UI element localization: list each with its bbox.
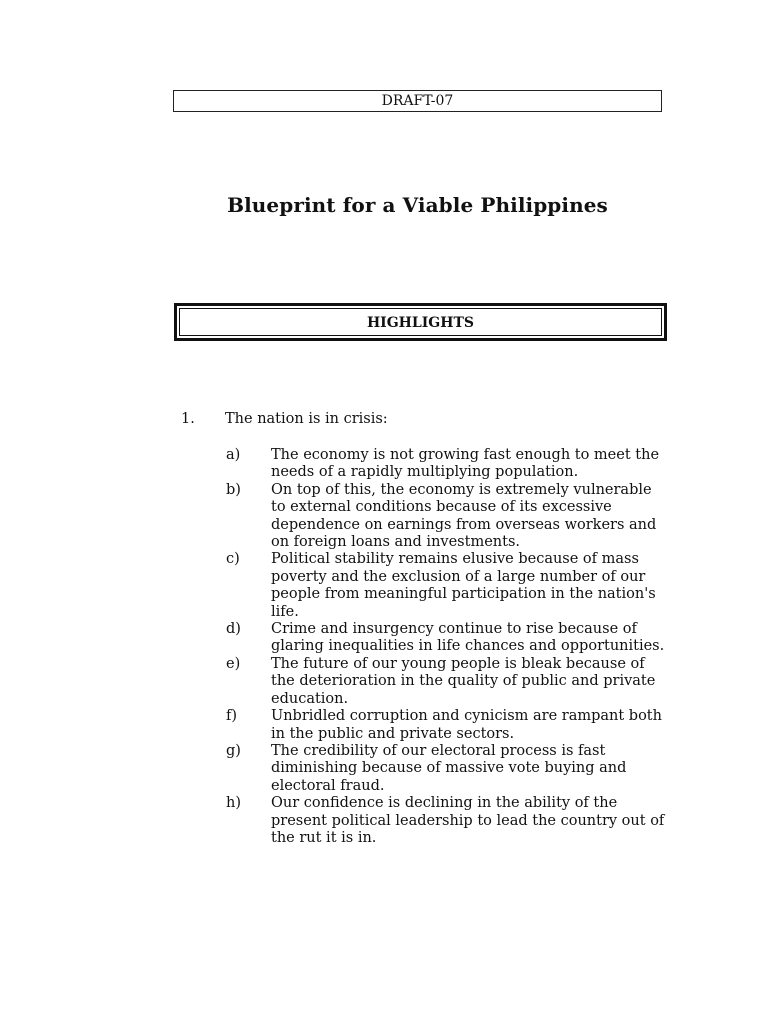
- item-text: Our confidence is declining in the ability of the present political leadership to lead the country out of the rut it is in.: [271, 795, 665, 846]
- crisis-item-list: [226, 447, 666, 847]
- item-letter: c): [226, 551, 240, 568]
- item-text: Crime and insurgency continue to rise because of glaring inequalities in life chances and opportunities.: [271, 621, 665, 655]
- draft-label-box: [173, 90, 662, 112]
- point-number: 1.: [181, 411, 195, 427]
- item-letter: e): [226, 655, 241, 672]
- list-item: [226, 621, 666, 656]
- list-item: [226, 482, 666, 552]
- list-item: [226, 708, 666, 743]
- list-item: [226, 656, 666, 708]
- list-item: [226, 795, 666, 847]
- document-title: Blueprint for a Viable Philippines: [227, 193, 608, 217]
- highlights-heading: HIGHLIGHTS: [179, 308, 662, 336]
- item-letter: d): [226, 621, 241, 638]
- highlights-box: [174, 303, 667, 341]
- item-text: The credibility of our electoral process is fast diminishing because of massive vote buying and electoral fraud.: [271, 742, 627, 794]
- list-item: [226, 551, 666, 621]
- draft-label: DRAFT-07: [381, 93, 454, 109]
- item-text: Political stability remains elusive because of mass poverty and the exclusion of a large number of our people from meaningful participation in the nation's life.: [271, 551, 656, 620]
- item-letter: h): [226, 795, 241, 812]
- list-item: [226, 743, 666, 795]
- item-text: Unbridled corruption and cynicism are rampant both in the public and private sectors.: [271, 708, 662, 742]
- item-text: On top of this, the economy is extremely vulnerable to external conditions because of its excessive dependence on earnings from overseas workers and on foreign loans and investments.: [271, 481, 657, 551]
- point-heading: The nation is in crisis:: [225, 411, 388, 427]
- item-text: The economy is not growing fast enough to meet the needs of a rapidly multiplying population.: [271, 447, 660, 481]
- item-letter: a): [226, 447, 241, 463]
- item-letter: g): [226, 742, 241, 759]
- item-letter: f): [226, 708, 238, 725]
- item-text: The future of our young people is bleak because of the deterioration in the quality of public and private education.: [271, 655, 656, 707]
- list-item: [226, 447, 666, 482]
- item-letter: b): [226, 481, 241, 498]
